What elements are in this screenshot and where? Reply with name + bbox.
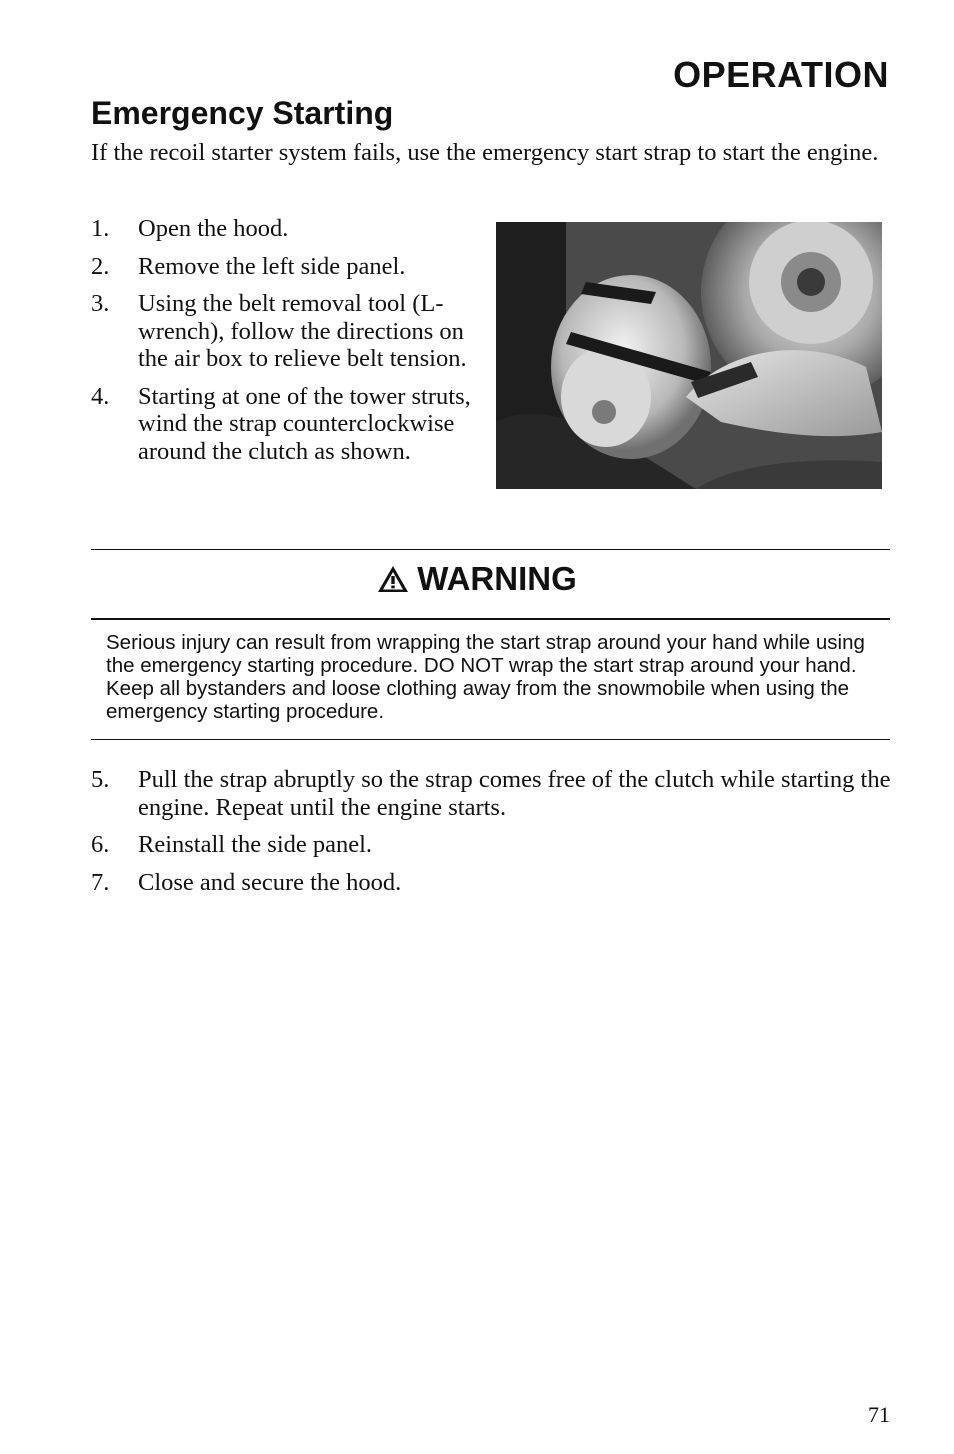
- steps-list-second: [91, 766, 891, 906]
- step-text: Remove the left side panel.: [138, 252, 406, 280]
- steps-list-first: [91, 215, 476, 475]
- step-text: Using the belt removal tool (L-wrench), follow the directions on the air box to relieve belt tension.: [138, 290, 467, 372]
- warning-text: Serious injury can result from wrapping the start strap around your hand while using the emergency starting procedure. DO NOT wrap the start strap around your hand. Keep all bystanders and loose clothing away from the snowmobile when using the emergency starting procedure.: [106, 631, 865, 723]
- list-item: [91, 253, 476, 281]
- step-text: Starting at one of the tower struts, wind the strap counterclockwise around the clutch as shown.: [138, 382, 471, 465]
- divider: [91, 739, 890, 740]
- divider: [91, 549, 890, 550]
- step-number: 2.: [91, 252, 110, 280]
- step-text: Open the hood.: [138, 215, 289, 242]
- step-number: 7.: [91, 868, 110, 896]
- step-number: 3.: [91, 290, 110, 317]
- list-item: [91, 869, 891, 897]
- step-number: 1.: [91, 215, 110, 242]
- list-item: [91, 290, 476, 373]
- list-item: [91, 215, 476, 243]
- list-item: [91, 383, 476, 466]
- step-text: Close and secure the hood.: [138, 868, 402, 896]
- divider: [91, 618, 890, 620]
- step-number: 5.: [91, 766, 110, 793]
- page-heading: Emergency Starting: [91, 95, 394, 131]
- step-text: Reinstall the side panel.: [138, 831, 373, 858]
- list-item: [91, 831, 891, 859]
- warning-title: WARNING: [417, 560, 577, 597]
- step-text: Pull the strap abruptly so the strap comes free of the clutch while starting the engine. Repeat until the engine starts.: [138, 766, 891, 821]
- list-item: [91, 766, 891, 821]
- step-number: 6.: [91, 831, 110, 858]
- warning-heading: [0, 560, 954, 598]
- page-number: 71: [868, 1402, 890, 1427]
- warning-triangle-icon: [377, 564, 409, 594]
- step-number: 4.: [91, 382, 110, 410]
- clutch-strap-photo: [496, 222, 882, 489]
- intro-paragraph: If the recoil starter system fails, use the emergency start strap to start the engine.: [91, 139, 879, 166]
- section-title: OPERATION: [673, 54, 889, 95]
